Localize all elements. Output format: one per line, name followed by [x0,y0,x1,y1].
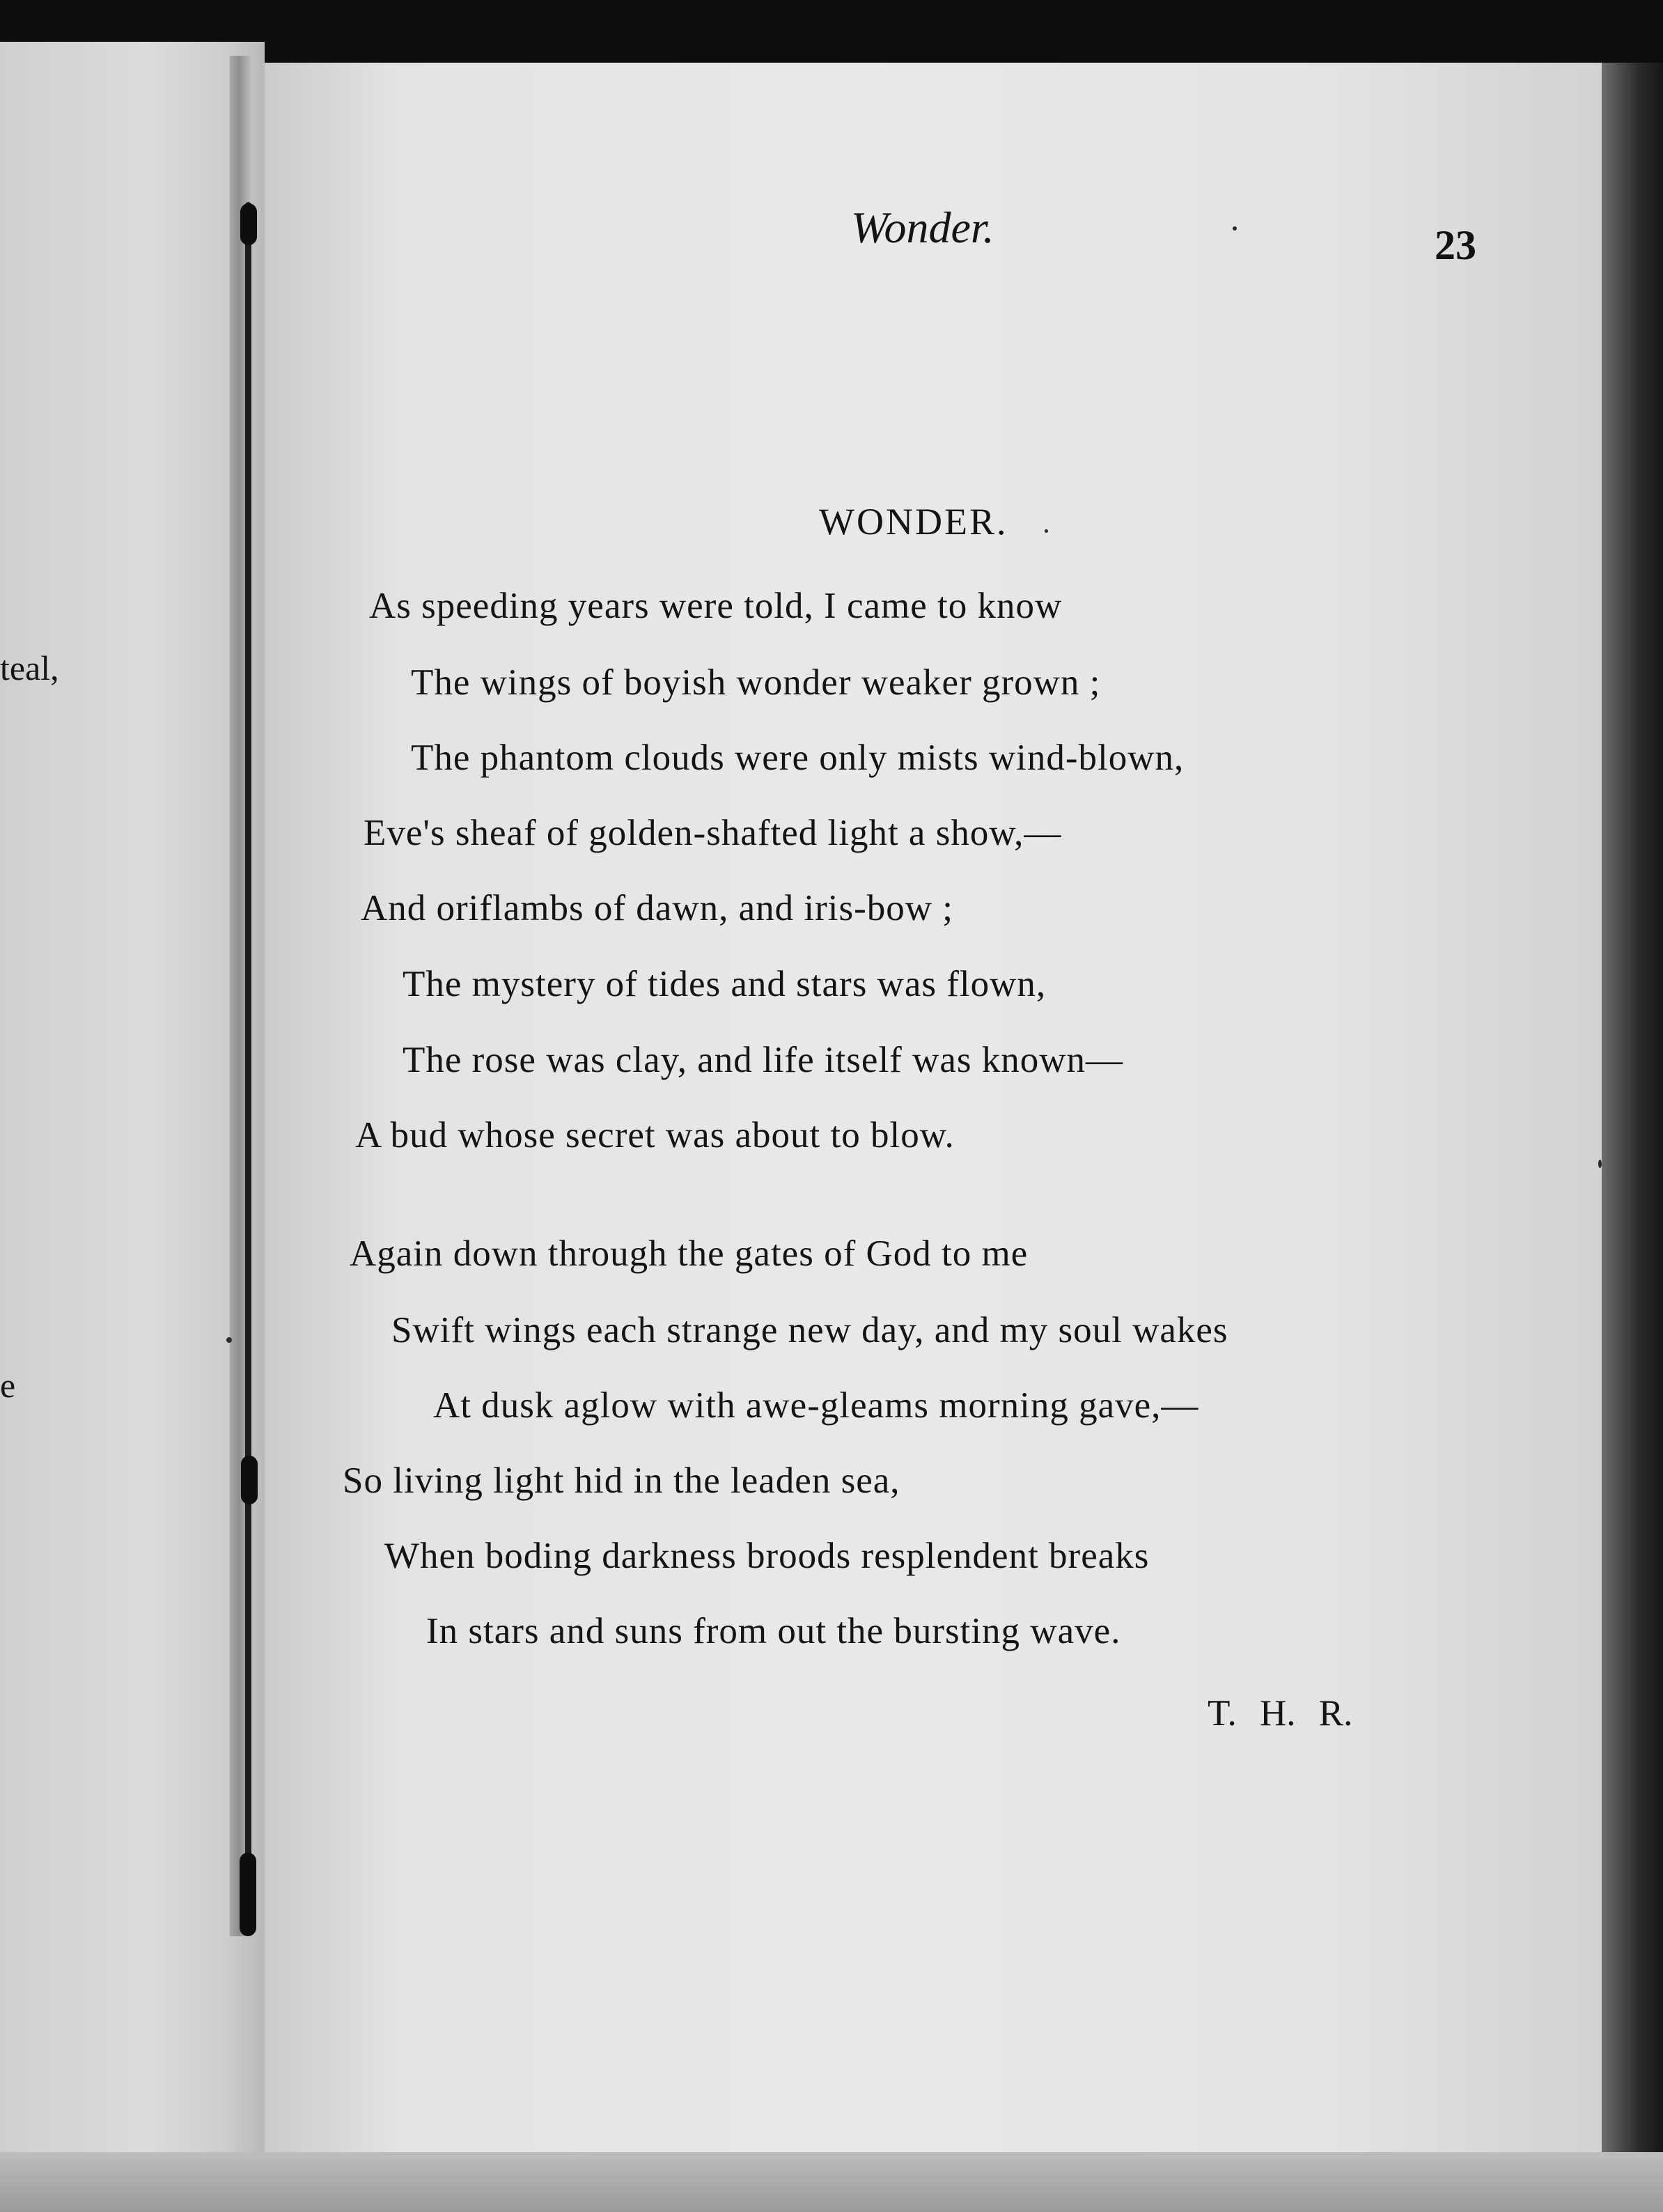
poem-title: WONDER. [819,501,1008,543]
previous-page-fragment: e [0,1366,16,1405]
poem-line: The wings of boyish wonder weaker grown ; [411,662,1101,703]
previous-page-fragment: teal, [0,648,59,687]
binding-knot [240,203,257,245]
binding-knot [241,1456,258,1504]
book-page [265,63,1602,2152]
poem-signature: T. H. R. [1208,1693,1353,1734]
paper-speck [1598,1160,1602,1168]
page-number: 23 [1435,222,1476,268]
poem-line: As speeding years were told, I came to know [369,586,1063,626]
poem-line: Again down through the gates of God to me [350,1233,1029,1274]
poem-line: Eve's sheaf of golden-shafted light a show,— [364,813,1062,853]
poem-line: And oriflambs of dawn, and iris-bow ; [361,888,953,928]
poem-line: In stars and suns from out the bursting wave. [426,1611,1121,1651]
page-bottom-shadow [0,2152,1663,2212]
poem-line: The phantom clouds were only mists wind-blown, [411,738,1185,778]
binding-thread [245,202,251,1929]
poem-line: So living light hid in the leaden sea, [343,1461,900,1501]
page-edge-shadow [1602,63,1663,2212]
poem-line: The mystery of tides and stars was flown, [403,964,1047,1004]
poem-line: The rose was clay, and life itself was known— [403,1040,1124,1080]
poem-line: When boding darkness broods resplendent breaks [384,1536,1150,1576]
paper-speck [226,1337,232,1343]
poem-line: Swift wings each strange new day, and my soul wakes [391,1310,1228,1350]
poem-line: A bud whose secret was about to blow. [355,1115,955,1155]
paper-speck [1045,529,1048,533]
previous-page [0,42,265,2212]
running-head: Wonder. [851,203,994,252]
poem-line: At dusk aglow with awe-gleams morning gave,— [433,1385,1199,1426]
paper-speck [1233,226,1237,231]
binding-knot [240,1853,256,1936]
